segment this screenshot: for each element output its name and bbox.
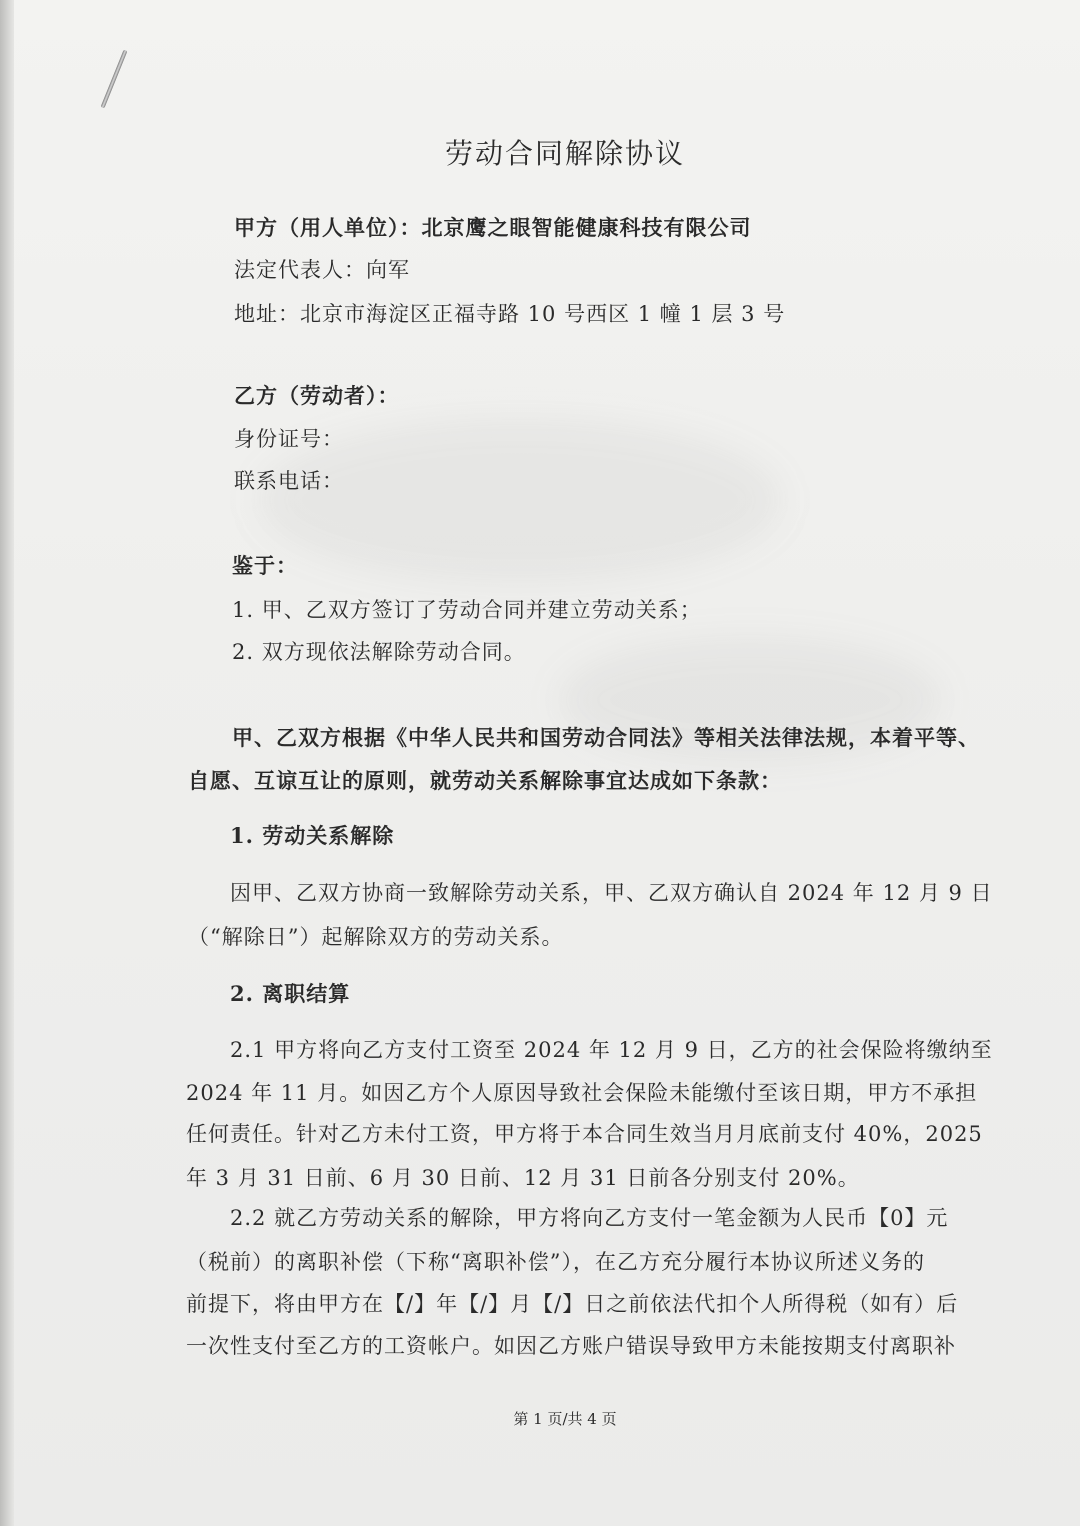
section-2-2-text: 一次性支付至乙方的工资帐户。如因乙方账户错误导致甲方未能按期支付离职补 [186, 1334, 956, 1358]
party-a-address: 地址：北京市海淀区正福寺路 10 号西区 1 幢 1 层 3 号 [234, 302, 786, 326]
section-2-1-text: 任何责任。针对乙方未付工资，甲方将于本合同生效当月月底前支付 40%，2025 [186, 1122, 983, 1146]
section-2-2-text: 前提下，将由甲方在【/】年【/】月【/】日之前依法代扣个人所得税（如有）后 [186, 1292, 959, 1316]
legal-representative: 法定代表人：向军 [234, 258, 410, 282]
page-number: 第 1 页/共 4 页 [513, 1410, 617, 1428]
page-edge-shadow [0, 0, 14, 1526]
section-2-1-text: 2.1 甲方将向乙方支付工资至 2024 年 12 月 9 日，乙方的社会保险将缴纳至 [230, 1038, 993, 1062]
whereas-item: 2. 双方现依法解除劳动合同。 [232, 640, 526, 664]
staple [101, 50, 128, 109]
section-2-heading: 2. 离职结算 [230, 981, 351, 1006]
document-title: 劳动合同解除协议 [444, 137, 685, 170]
section-2-2-text: （税前）的离职补偿（下称“离职补偿”），在乙方充分履行本协议所述义务的 [186, 1250, 925, 1274]
section-1-heading: 1. 劳动关系解除 [230, 823, 395, 848]
preamble-line: 自愿、互谅互让的原则，就劳动关系解除事宜达成如下条款： [188, 768, 782, 793]
whereas-heading: 鉴于： [232, 553, 298, 578]
section-2-1-text: 年 3 月 31 日前、6 月 30 日前、12 月 31 日前各分别支付 20%。 [186, 1166, 860, 1190]
section-2-1-text: 2024 年 11 月。如因乙方个人原因导致社会保险未能缴付至该日期，甲方不承担 [186, 1081, 978, 1105]
whereas-item: 1. 甲、乙双方签订了劳动合同并建立劳动关系； [232, 598, 702, 622]
section-2-2-text: 2.2 就乙方劳动关系的解除，甲方将向乙方支付一笔金额为人民币【0】元 [230, 1206, 949, 1230]
section-1-text: 因甲、乙双方协商一致解除劳动关系，甲、乙双方确认自 2024 年 12 月 9 日 [230, 881, 993, 905]
party-b-label: 乙方（劳动者）： [234, 383, 400, 408]
party-b-phone: 联系电话： [234, 469, 344, 493]
party-b-id-number: 身份证号： [234, 427, 344, 451]
section-1-text: （“解除日”）起解除双方的劳动关系。 [188, 925, 564, 949]
party-a-label: 甲方（用人单位）：北京鹰之眼智能健康科技有限公司 [234, 215, 752, 240]
preamble-line: 甲、乙双方根据《中华人民共和国劳动合同法》等相关法律法规，本着平等、 [232, 725, 980, 750]
